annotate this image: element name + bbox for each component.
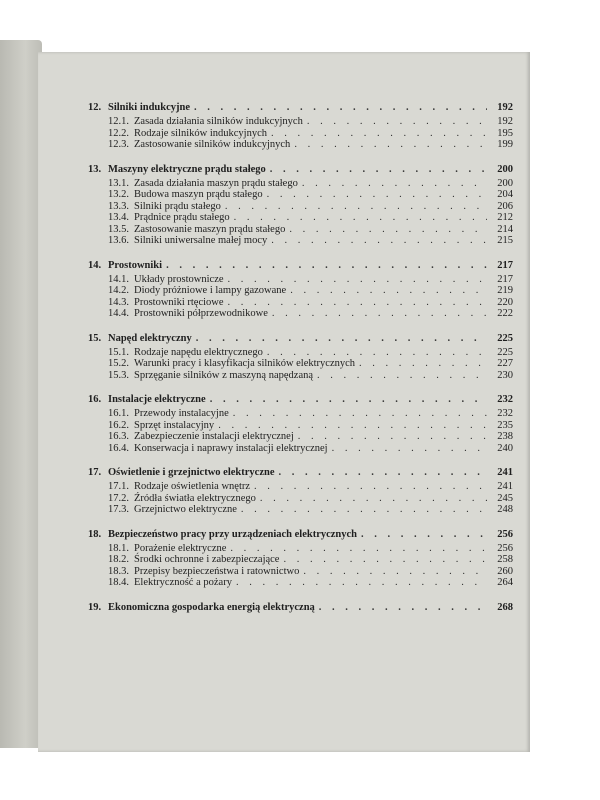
toc-chapter-heading <box>88 600 513 615</box>
chapter-title: Napęd elektryczny <box>108 332 192 344</box>
chapter-number: 16. <box>88 394 102 405</box>
subsection-title: Silniki uniwersalne małej mocy <box>134 235 268 246</box>
chapter-number: 13. <box>88 163 102 175</box>
subsection-number: 15.2. <box>108 358 129 369</box>
subsection-page-number: 215 <box>497 235 513 246</box>
dot-leader <box>272 308 487 320</box>
toc-chapter <box>88 258 513 320</box>
toc-chapter-heading <box>88 100 513 115</box>
subsection-title: Porażenie elektryczne <box>134 542 227 554</box>
subsection-title: Zasada działania silników indukcyjnych <box>134 116 303 127</box>
toc-subsection <box>88 189 513 201</box>
toc-subsection <box>88 493 513 505</box>
subsection-title: Rodzaje napędu elektrycznego <box>134 346 263 358</box>
toc-chapter-heading <box>88 392 513 407</box>
chapter-page-number: 256 <box>497 528 513 540</box>
subsection-page-number: 258 <box>497 554 513 565</box>
toc-subsection <box>88 420 513 432</box>
dot-leader <box>267 189 487 201</box>
subsection-number: 14.4. <box>108 308 129 319</box>
chapter-page-number: 217 <box>497 259 513 271</box>
subsection-page-number: 227 <box>497 358 513 369</box>
subsection-title: Rodzaje oświetlenia wnętrz <box>134 481 251 492</box>
dot-leader <box>236 577 487 589</box>
subsection-title: Diody próżniowe i lampy gazowane <box>134 285 287 296</box>
chapter-number: 14. <box>88 259 102 271</box>
subsection-page-number: 235 <box>497 419 513 431</box>
subsection-number: 17.3. <box>108 504 129 515</box>
toc-chapter <box>88 465 513 516</box>
dot-leader <box>303 566 487 578</box>
subsection-page-number: 206 <box>497 200 513 212</box>
subsection-page-number: 200 <box>497 177 513 189</box>
toc-chapter <box>88 100 513 151</box>
dot-leader <box>254 481 487 493</box>
subsection-page-number: 241 <box>497 481 513 492</box>
book-page <box>38 52 530 752</box>
toc-chapter-heading <box>88 465 513 480</box>
chapter-page-number: 200 <box>497 163 513 175</box>
subsection-title: Elektryczność a pożary <box>134 577 232 588</box>
chapter-page-number: 192 <box>497 102 513 113</box>
subsection-number: 12.2. <box>108 127 129 139</box>
dot-leader <box>230 543 487 555</box>
subsection-title: Źródła światła elektrycznego <box>134 492 256 504</box>
chapter-title: Ekonomiczna gospodarka energią elektryczną <box>108 601 315 613</box>
chapter-title: Silniki indukcyjne <box>108 102 190 113</box>
toc-chapter <box>88 527 513 589</box>
subsection-number: 15.1. <box>108 346 129 358</box>
toc-subsection <box>88 297 513 309</box>
toc-subsection <box>88 431 513 443</box>
dot-leader <box>359 358 487 370</box>
dot-leader <box>196 331 487 346</box>
toc-subsection <box>88 543 513 555</box>
dot-leader <box>361 527 487 542</box>
chapter-page-number: 268 <box>497 601 513 613</box>
subsection-page-number: 230 <box>497 369 513 381</box>
subsection-number: 12.3. <box>108 139 129 150</box>
toc-subsection <box>88 201 513 213</box>
subsection-number: 18.4. <box>108 577 129 588</box>
dot-leader <box>234 212 487 224</box>
subsection-page-number: 204 <box>497 189 513 200</box>
dot-leader <box>283 554 487 566</box>
subsection-page-number: 245 <box>497 492 513 504</box>
toc-subsection <box>88 408 513 420</box>
toc-chapter-heading <box>88 258 513 273</box>
dot-leader <box>228 297 487 309</box>
dot-leader <box>241 504 487 516</box>
chapter-page-number: 225 <box>497 332 513 344</box>
chapter-number: 19. <box>88 601 102 613</box>
subsection-page-number: 219 <box>497 285 513 296</box>
toc-subsection <box>88 139 513 151</box>
toc-subsection <box>88 224 513 236</box>
subsection-title: Zastosowanie silników indukcyjnych <box>134 139 291 150</box>
subsection-number: 13.5. <box>108 223 129 235</box>
dot-leader <box>298 431 487 443</box>
subsection-page-number: 260 <box>497 565 513 577</box>
table-of-contents <box>88 100 513 626</box>
subsection-page-number: 225 <box>497 346 513 358</box>
subsection-page-number: 195 <box>497 127 513 139</box>
subsection-page-number: 217 <box>497 273 513 285</box>
subsection-title: Zastosowanie maszyn prądu stałego <box>134 223 286 235</box>
subsection-title: Konserwacja i naprawy instalacji elektrycznej <box>134 442 328 454</box>
subsection-title: Prostowniki półprzewodnikowe <box>134 308 268 319</box>
toc-subsection <box>88 358 513 370</box>
subsection-number: 16.3. <box>108 431 129 442</box>
toc-subsection <box>88 212 513 224</box>
chapter-number: 18. <box>88 528 102 540</box>
subsection-title: Zasada działania maszyn prądu stałego <box>134 177 298 189</box>
chapter-number: 12. <box>88 102 102 113</box>
subsection-number: 15.3. <box>108 369 129 381</box>
toc-subsection <box>88 370 513 382</box>
dot-leader <box>270 162 487 177</box>
dot-leader <box>210 392 487 407</box>
subsection-number: 12.1. <box>108 116 129 127</box>
chapter-page-number: 241 <box>497 467 513 478</box>
chapter-number: 17. <box>88 467 102 478</box>
subsection-number: 18.3. <box>108 565 129 577</box>
subsection-title: Środki ochronne i zabezpieczające <box>134 554 280 565</box>
subsection-title: Prądnice prądu stałego <box>134 212 230 223</box>
dot-leader <box>218 420 487 432</box>
subsection-title: Układy prostownicze <box>134 273 224 285</box>
subsection-title: Przepisy bezpieczeństwa i ratownictwo <box>134 565 300 577</box>
toc-subsection <box>88 235 513 247</box>
dot-leader <box>267 347 487 359</box>
toc-chapter-heading <box>88 331 513 346</box>
subsection-title: Grzejnictwo elektryczne <box>134 504 237 515</box>
subsection-number: 13.4. <box>108 212 129 223</box>
subsection-number: 16.4. <box>108 442 129 454</box>
subsection-page-number: 248 <box>497 504 513 515</box>
dot-leader <box>225 201 487 213</box>
subsection-page-number: 240 <box>497 442 513 454</box>
subsection-page-number: 238 <box>497 431 513 442</box>
dot-leader <box>166 258 487 273</box>
subsection-number: 13.1. <box>108 177 129 189</box>
subsection-number: 13.3. <box>108 200 129 212</box>
dot-leader <box>260 493 487 505</box>
toc-chapter <box>88 600 513 615</box>
subsection-title: Sprzęganie silników z maszyną napędzaną <box>134 369 314 381</box>
dot-leader <box>194 100 487 115</box>
subsection-number: 14.2. <box>108 285 129 296</box>
subsection-title: Warunki pracy i klasyfikacja silników elektrycznych <box>134 358 356 369</box>
subsection-number: 17.1. <box>108 481 129 492</box>
chapter-number: 15. <box>88 332 102 344</box>
toc-subsection <box>88 481 513 493</box>
dot-leader <box>319 600 487 615</box>
toc-chapter <box>88 162 513 247</box>
toc-subsection <box>88 128 513 140</box>
chapter-title: Instalacje elektryczne <box>108 394 206 405</box>
dot-leader <box>317 370 487 382</box>
subsection-page-number: 264 <box>497 577 513 588</box>
dot-leader <box>290 285 487 297</box>
toc-chapter-heading <box>88 527 513 542</box>
dot-leader <box>294 139 487 151</box>
subsection-number: 16.2. <box>108 419 129 431</box>
subsection-page-number: 214 <box>497 223 513 235</box>
toc-subsection <box>88 308 513 320</box>
dot-leader <box>233 408 487 420</box>
chapter-title: Prostowniki <box>108 259 163 271</box>
dot-leader <box>307 116 487 128</box>
toc-chapter <box>88 392 513 454</box>
subsection-number: 13.2. <box>108 189 129 200</box>
toc-subsection <box>88 116 513 128</box>
dot-leader <box>302 178 487 190</box>
subsection-title: Silniki prądu stałego <box>134 200 221 212</box>
subsection-page-number: 222 <box>497 308 513 319</box>
left-page-edge <box>0 40 42 748</box>
subsection-number: 18.2. <box>108 554 129 565</box>
subsection-page-number: 212 <box>497 212 513 223</box>
chapter-page-number: 232 <box>497 394 513 405</box>
subsection-page-number: 256 <box>497 542 513 554</box>
subsection-title: Przewody instalacyjne <box>134 408 229 419</box>
subsection-page-number: 220 <box>497 296 513 308</box>
dot-leader <box>332 443 487 455</box>
subsection-title: Sprzęt instalacyjny <box>134 419 215 431</box>
dot-leader <box>289 224 487 236</box>
toc-subsection <box>88 443 513 455</box>
toc-subsection <box>88 285 513 297</box>
toc-subsection <box>88 178 513 190</box>
chapter-title: Oświetlenie i grzejnictwo elektryczne <box>108 467 275 478</box>
chapter-title: Bezpieczeństwo pracy przy urządzeniach elektrycznych <box>108 528 358 540</box>
dot-leader <box>271 235 487 247</box>
subsection-number: 18.1. <box>108 542 129 554</box>
subsection-number: 16.1. <box>108 408 129 419</box>
toc-subsection <box>88 274 513 286</box>
toc-chapter-heading <box>88 162 513 177</box>
subsection-page-number: 192 <box>497 116 513 127</box>
subsection-number: 14.3. <box>108 296 129 308</box>
subsection-page-number: 232 <box>497 408 513 419</box>
toc-chapter <box>88 331 513 382</box>
subsection-title: Zabezpieczenie instalacji elektrycznej <box>134 431 294 442</box>
subsection-page-number: 199 <box>497 139 513 150</box>
dot-leader <box>271 128 487 140</box>
toc-subsection <box>88 347 513 359</box>
subsection-title: Prostowniki rtęciowe <box>134 296 224 308</box>
toc-subsection <box>88 554 513 566</box>
subsection-title: Rodzaje silników indukcyjnych <box>134 127 267 139</box>
subsection-title: Budowa maszyn prądu stałego <box>134 189 263 200</box>
chapter-title: Maszyny elektryczne prądu stałego <box>108 163 266 175</box>
toc-subsection <box>88 577 513 589</box>
toc-subsection <box>88 504 513 516</box>
subsection-number: 17.2. <box>108 492 129 504</box>
dot-leader <box>228 274 487 286</box>
subsection-number: 14.1. <box>108 273 129 285</box>
toc-subsection <box>88 566 513 578</box>
dot-leader <box>278 465 487 480</box>
subsection-number: 13.6. <box>108 235 129 246</box>
